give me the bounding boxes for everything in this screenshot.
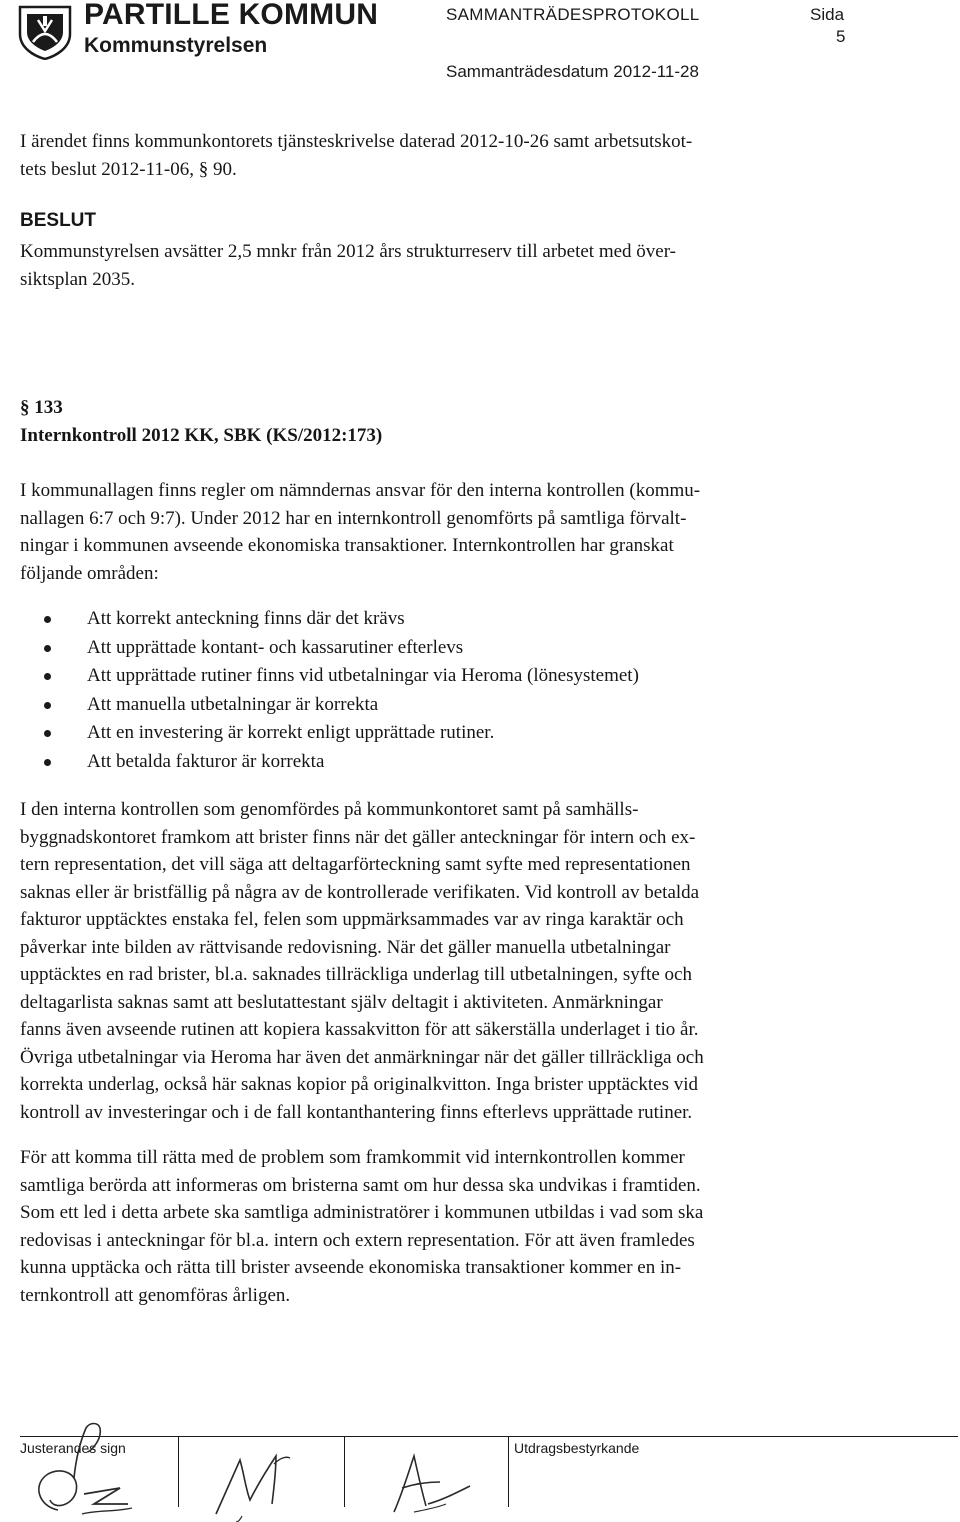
decision-paragraph [20, 238, 890, 293]
section-intro-line: nallagen 6:7 och 9:7). Under 2012 har en internkontroll genomförts på samtliga förvalt- [20, 507, 687, 529]
signature-3 [384, 1446, 484, 1522]
document-type: SAMMANTRÄDESPROTOKOLL [446, 5, 700, 24]
justerandes-sign-label: Justerandes sign [20, 1440, 126, 1456]
findings-line: fakturor upptäcktes enstaka fel, felen som uppmärksammades var av ringa karaktär och [20, 909, 684, 930]
section-intro-line: I kommunallagen finns regler om nämndernas ansvar för den interna kontrollen (kommu- [20, 480, 701, 501]
list-item: Att upprättade rutiner finns vid utbetalningar via Heroma (lönesystemet) [40, 662, 840, 691]
page-label: Sida [810, 5, 845, 24]
decision-line-2: siktsplan 2035. [20, 268, 136, 290]
footer-divider [178, 1437, 179, 1507]
findings-line: upptäcktes en rad brister, bl.a. saknades tillräckliga underlag till utbetalningen, syfte och [20, 964, 692, 985]
footer-divider [344, 1437, 345, 1507]
footer-divider [508, 1437, 509, 1507]
findings-line: fanns även avseende rutinen att kopiera kassakvitton för att säkerställa underlaget i tio år. [20, 1019, 699, 1040]
brand-title: PARTILLE KOMMUN [84, 0, 379, 31]
footer-rule [20, 1436, 958, 1437]
intro-paragraph [20, 128, 890, 183]
municipal-coat-of-arms-icon [16, 4, 74, 60]
action-line: ternkontroll att genomföras årligen. [20, 1284, 291, 1306]
findings-line: I den interna kontrollen som genomfördes på kommunkontoret samt på samhälls- [20, 799, 639, 820]
list-item: Att en investering är korrekt enligt upprättade rutiner. [40, 719, 840, 748]
findings-line: korrekta underlag, också här saknas kopior på originalkvitton. Inga brister upptäcktes vid [20, 1074, 698, 1095]
action-line: redovisas i anteckningar för bl.a. intern och extern representation. För att även framledes [20, 1229, 695, 1251]
section-number: § 133 [20, 397, 63, 418]
list-item: Att upprättade kontant- och kassarutiner efterlevs [40, 634, 840, 663]
review-areas-list [40, 605, 840, 777]
findings-line: tern representation, det vill säga att deltagarförteckning samt syfte med representationen [20, 854, 691, 875]
action-paragraph [20, 1144, 890, 1309]
list-item: Att betalda fakturor är korrekta [40, 748, 840, 777]
findings-line: byggnadskontoret framkom att brister finns när det gäller anteckningar för intern och ex- [20, 826, 696, 848]
section-intro-line: ningar i kommunen avseende ekonomiska transaktioner. Internkontrollen har granskat [20, 535, 674, 556]
signature-1 [28, 1418, 148, 1518]
list-item: Att korrekt anteckning finns där det krävs [40, 605, 840, 634]
intro-line-2: tets beslut 2012-11-06, § 90. [20, 158, 237, 180]
page-number: 5 [836, 27, 846, 46]
action-line: Som ett led i detta arbete ska samtliga administratörer i kommunen utbildas i vad som ska [20, 1202, 704, 1223]
list-item: Att manuella utbetalningar är korrekta [40, 691, 840, 720]
utdragsbestyrkande-label: Utdragsbestyrkande [514, 1440, 640, 1456]
findings-line: saknas eller är bristfällig på några av de kontrollerade verifikaten. Vid kontroll av betalda [20, 881, 700, 903]
findings-line: Övriga utbetalningar via Heroma har även det anmärkningar när det gäller tillräckliga och [20, 1046, 704, 1068]
section-intro-paragraph [20, 477, 890, 587]
brand-subtitle: Kommunstyrelsen [84, 34, 268, 57]
findings-paragraph [20, 796, 890, 1126]
action-line: kunna upptäcka och rätta till brister avseende ekonomiska transaktioner kommer en in- [20, 1257, 682, 1278]
meeting-date: Sammanträdesdatum 2012-11-28 [446, 62, 699, 81]
findings-line: påverkar inte bilden av rättvisande redovisning. När det gäller manuella utbetalningar [20, 936, 671, 958]
findings-line: deltagarlista saknas samt att beslutattestant själv deltagit i aktiviteten. Anmärkningar [20, 991, 663, 1013]
action-line: För att komma till rätta med de problem som framkommit vid internkontrollen kommer [20, 1147, 685, 1168]
decision-heading: BESLUT [20, 210, 96, 231]
intro-line-1: I ärendet finns kommunkontorets tjänsteskrivelse daterad 2012-10-26 samt arbetsutskot- [20, 131, 693, 152]
action-line: samtliga berörda att informeras om bristerna samt om hur dessa ska undvikas i framtiden. [20, 1174, 701, 1196]
section-intro-line: följande områden: [20, 562, 159, 584]
section-title: Internkontroll 2012 KK, SBK (KS/2012:173) [20, 425, 383, 446]
decision-line-1: Kommunstyrelsen avsätter 2,5 mnkr från 2012 års strukturreserv till arbetet med över- [20, 241, 676, 262]
findings-line: kontroll av investeringar och i de fall kontanthantering finns efterlevs upprättade rutiner. [20, 1101, 693, 1123]
signature-2 [204, 1444, 304, 1522]
